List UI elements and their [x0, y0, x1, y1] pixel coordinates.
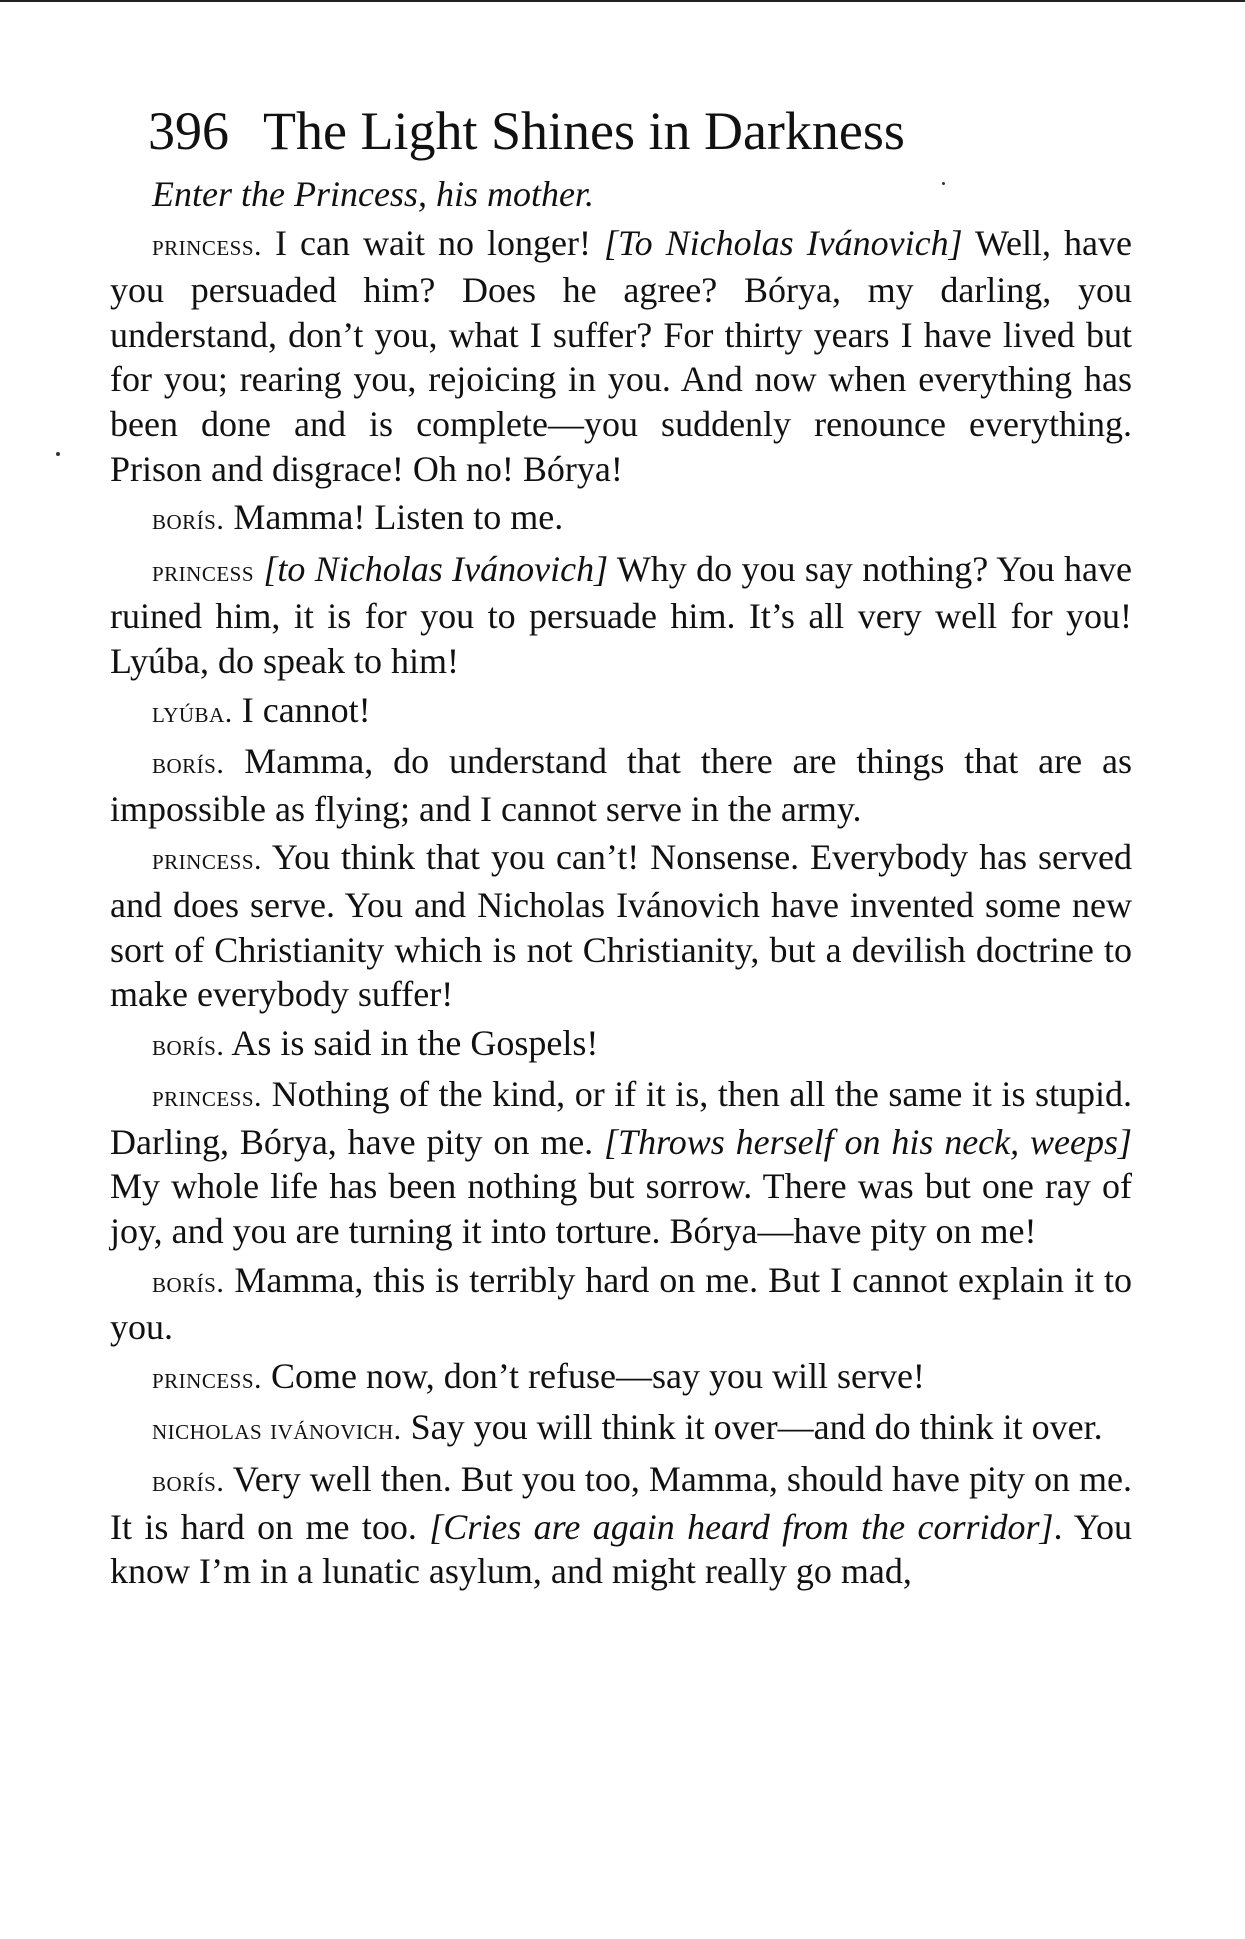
speech-text: You think that you can’t! Nonsense. Everybody has served and does serve. You and Nicholas Ivánovich have invented some new sort of Christianity which is not Christianity, but a devilish doctrine to make everybody suffer! — [110, 837, 1132, 1015]
speech-paragraph — [110, 1457, 1132, 1594]
stage-direction: [Throws herself on his neck, weeps] — [604, 1121, 1132, 1162]
speech-text: Why do you say nothing? You have ruined him, it is for you to persuade him. It’s all very well for you! Lyúba, do speak to him! — [110, 548, 1132, 681]
scan-speck — [56, 452, 60, 456]
speaker-name: borís. — [152, 503, 225, 537]
scan-edge-rule — [0, 0, 1245, 2]
speaker-name: princess. — [152, 228, 263, 262]
speech-paragraph — [110, 221, 1132, 492]
speaker-name: borís. — [152, 747, 225, 781]
speech-text: Mamma! Listen to me. — [233, 497, 564, 538]
speech-paragraph — [110, 1405, 1132, 1453]
speech-paragraph — [110, 495, 1132, 543]
speech-paragraph — [110, 1072, 1132, 1253]
speaker-name: princess — [152, 554, 255, 588]
stage-direction-entry: Enter the Princess, his mother. — [152, 174, 594, 214]
speaker-name: princess. — [152, 1080, 263, 1114]
speech-paragraph — [110, 688, 1132, 736]
speaker-name: borís. — [152, 1265, 225, 1299]
stage-direction: [Cries are again heard from the corridor] — [429, 1506, 1054, 1547]
speaker-name: borís. — [152, 1465, 225, 1499]
speech-text: Mamma, do understand that there are things that are as impossible as flying; and I cannot serve in the army. — [110, 741, 1132, 829]
speech-text: My whole life has been nothing but sorrow. There was but one ray of joy, and you are turning it into torture. Bórya—have pity on me! — [110, 1166, 1132, 1252]
page-number: 396 — [148, 101, 229, 161]
speaker-name: princess. — [152, 843, 263, 877]
speech-text: Say you will think it over—and do think it over. — [410, 1407, 1103, 1448]
speech-text: Nothing of the kind, or if it is, then all the same it is stupid. Darling, Bórya, have pity on me. — [110, 1074, 1132, 1162]
scan-speck — [942, 182, 945, 185]
stage-direction: [to Nicholas Ivánovich] — [263, 548, 609, 589]
speech-text: Well, have you persuaded him? Does he agree? Bórya, my darling, you understand, don’t you, what I suffer? For thirty years I have lived but for you; rearing you, rejoicing in you. And now when everything has been done and is complete—you suddenly renounce everything. Prison and disgrace! Oh no! Bórya! — [110, 222, 1132, 489]
speech-paragraph — [110, 835, 1132, 1016]
speech-text: I can wait no longer! — [275, 222, 604, 263]
running-title: The Light Shines in Darkness — [263, 101, 905, 161]
speaker-name: lyúba. — [152, 695, 233, 729]
speaker-name: borís. — [152, 1028, 225, 1062]
speech-paragraph — [110, 739, 1132, 831]
speech-list — [110, 221, 1132, 1594]
speech-paragraph — [110, 547, 1132, 684]
stage-direction: [To Nicholas Ivánovich] — [603, 222, 963, 263]
speech-paragraph — [110, 1258, 1132, 1350]
speech-text: Mamma, this is terribly hard on me. But I cannot explain it to you. — [110, 1259, 1132, 1348]
speaker-name: princess. — [152, 1361, 263, 1395]
speech-paragraph — [110, 1021, 1132, 1069]
speaker-name: nicholas ivánovich. — [152, 1413, 402, 1447]
running-head — [148, 100, 1048, 162]
play-text — [110, 172, 1132, 1594]
speech-text: I cannot! — [241, 689, 371, 730]
speech-text: As is said in the Gospels! — [231, 1022, 599, 1063]
speech-text: Come now, don’t refuse—say you will serve! — [271, 1355, 925, 1396]
speech-text: . You know I’m in a lunatic asylum, and might really go mad, — [110, 1506, 1132, 1592]
speech-paragraph — [110, 1354, 1132, 1402]
speech-text: Very well then. But you too, Mamma, should have pity on me. It is hard on me too. — [110, 1459, 1132, 1547]
